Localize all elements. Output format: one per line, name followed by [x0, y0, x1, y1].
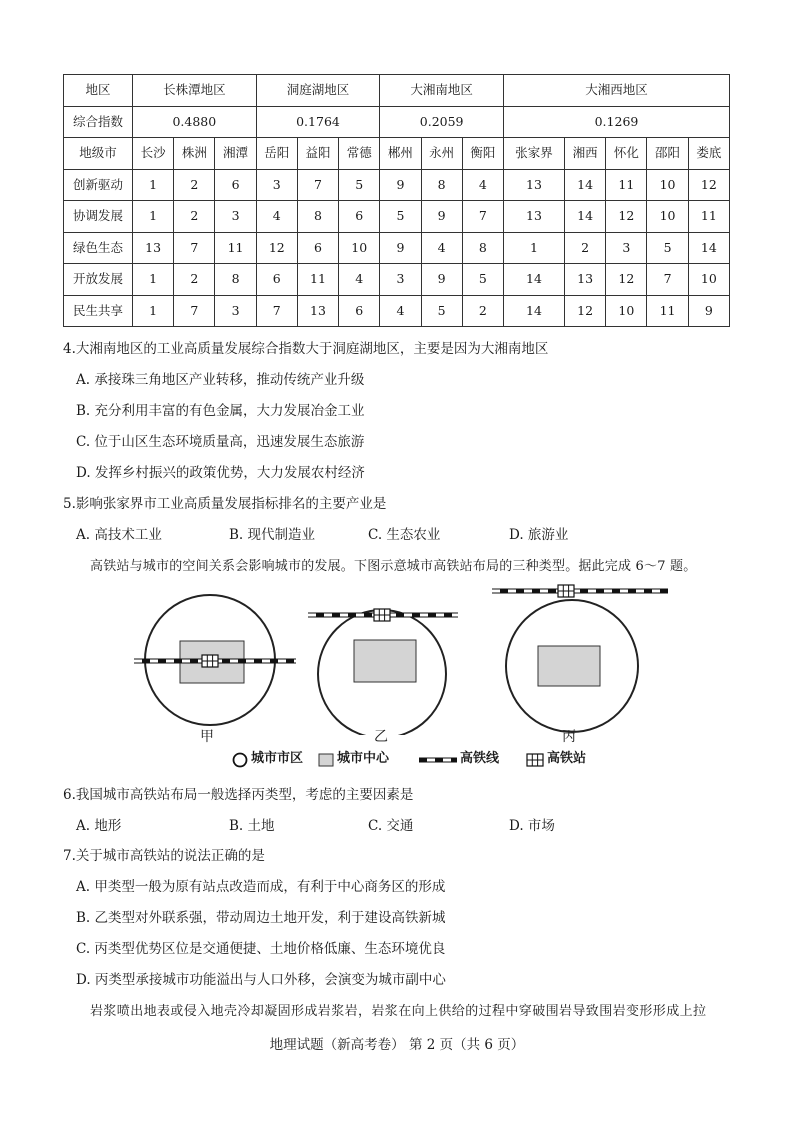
index-cell: 0.4880 — [133, 106, 257, 138]
rank-cell: 12 — [565, 295, 606, 327]
rank-cell: 1 — [503, 232, 564, 264]
index-cell: 0.1269 — [503, 106, 729, 138]
rank-cell: 14 — [503, 264, 564, 296]
rank-cell: 2 — [565, 232, 606, 264]
rank-cell: 1 — [133, 201, 174, 233]
question-6-option-c[interactable]: C. 交通 — [368, 818, 414, 834]
question-6-stem: 6.我国城市高铁站布局一般选择丙类型，考虑的主要因素是 — [63, 787, 414, 803]
question-4-option-d[interactable]: D. 发挥乡村振兴的政策优势，大力发展农村经济 — [76, 465, 365, 481]
rank-cell: 4 — [380, 295, 421, 327]
city-cell: 株洲 — [174, 138, 215, 170]
question-7-option-a[interactable]: A. 甲类型一般为原有站点改造而成，有利于中心商务区的形成 — [76, 879, 446, 895]
rank-cell: 1 — [133, 295, 174, 327]
rank-cell: 5 — [421, 295, 462, 327]
region-cell: 洞庭湖地区 — [256, 75, 380, 107]
rank-cell: 11 — [215, 232, 256, 264]
rank-cell: 11 — [297, 264, 338, 296]
rank-cell: 12 — [256, 232, 297, 264]
industry-ranking-table — [63, 74, 730, 327]
indicator-label: 民生共享 — [64, 295, 133, 327]
question-4-option-c[interactable]: C. 位于山区生态环境质量高，迅速发展生态旅游 — [76, 434, 365, 450]
rank-cell: 7 — [647, 264, 688, 296]
rank-cell: 12 — [606, 201, 647, 233]
rank-cell: 4 — [256, 201, 297, 233]
rank-cell: 5 — [462, 264, 503, 296]
question-4-option-a[interactable]: A. 承接珠三角地区产业转移，推动传统产业升级 — [76, 372, 365, 388]
figure-label-yi: 乙 — [374, 729, 388, 745]
station-icon — [558, 585, 574, 597]
rank-cell: 6 — [339, 295, 380, 327]
legend-urban-area: 城市市区 — [251, 751, 304, 766]
question-7-stem: 7.关于城市高铁站的说法正确的是 — [63, 848, 265, 864]
rank-cell: 14 — [565, 169, 606, 201]
rank-cell: 4 — [421, 232, 462, 264]
rank-cell: 5 — [339, 169, 380, 201]
rank-cell: 7 — [297, 169, 338, 201]
question-6-option-a[interactable]: A. 地形 — [76, 818, 122, 834]
question-5-option-c[interactable]: C. 生态农业 — [368, 527, 441, 543]
region-cell: 大湘南地区 — [380, 75, 504, 107]
index-cell: 0.2059 — [380, 106, 504, 138]
rank-cell: 1 — [133, 169, 174, 201]
rank-cell: 5 — [647, 232, 688, 264]
legend-rail-line: 高铁线 — [460, 751, 500, 766]
city-center-rect — [354, 640, 416, 682]
question-4-option-b[interactable]: B. 充分利用丰富的有色金属，大力发展冶金工业 — [76, 403, 365, 419]
rank-cell: 10 — [688, 264, 729, 296]
type-bing-diagram — [492, 585, 668, 732]
rank-cell: 3 — [215, 295, 256, 327]
rank-cell: 2 — [174, 169, 215, 201]
rank-cell: 9 — [421, 201, 462, 233]
legend-station: 高铁站 — [547, 751, 587, 766]
rank-cell: 13 — [133, 232, 174, 264]
region-cell: 长株潭地区 — [133, 75, 257, 107]
rank-cell: 10 — [647, 201, 688, 233]
rank-cell: 9 — [688, 295, 729, 327]
indicator-label: 协调发展 — [64, 201, 133, 233]
city-cell: 长沙 — [133, 138, 174, 170]
rank-cell: 7 — [462, 201, 503, 233]
legend-city-center: 城市中心 — [337, 751, 390, 766]
intro-6-7: 高铁站与城市的空间关系会影响城市的发展。下图示意城市高铁站布局的三种类型。据此完成 6～7 题。 — [90, 559, 697, 574]
type-yi-diagram — [308, 609, 458, 735]
table-row-cities — [64, 138, 730, 170]
question-5-option-d[interactable]: D. 旅游业 — [509, 527, 569, 543]
table-row-regions — [64, 75, 730, 107]
question-5-option-b[interactable]: B. 现代制造业 — [229, 527, 316, 543]
rank-cell: 14 — [565, 201, 606, 233]
indicator-label: 创新驱动 — [64, 169, 133, 201]
rank-cell: 6 — [297, 232, 338, 264]
question-4-stem: 4.大湘南地区的工业高质量发展综合指数大于洞庭湖地区，主要是因为大湘南地区 — [63, 341, 549, 357]
rank-cell: 10 — [339, 232, 380, 264]
city-cell: 邵阳 — [647, 138, 688, 170]
rank-cell: 9 — [421, 264, 462, 296]
rank-cell: 13 — [297, 295, 338, 327]
figure-label-jia: 甲 — [200, 729, 214, 745]
legend-urban-area-icon — [232, 752, 248, 768]
table-row — [64, 169, 730, 201]
table-row-index — [64, 106, 730, 138]
city-cell: 益阳 — [297, 138, 338, 170]
question-5-option-a[interactable]: A. 高技术工业 — [76, 527, 162, 543]
city-cell: 张家界 — [503, 138, 564, 170]
legend-rail-line-icon — [418, 754, 458, 766]
page-footer: 地理试题（新高考卷） 第 2 页（共 6 页） — [269, 1037, 525, 1053]
station-layout-figure — [120, 580, 680, 735]
question-5-stem: 5.影响张家界市工业高质量发展指标排名的主要产业是 — [63, 496, 387, 512]
intro-next-question: 岩浆喷出地表或侵入地壳冷却凝固形成岩浆岩，岩浆在向上供给的过程中穿破围岩导致围岩变形形成上拉 — [90, 1004, 707, 1019]
rank-cell: 13 — [565, 264, 606, 296]
rank-cell: 11 — [688, 201, 729, 233]
rank-cell: 3 — [380, 264, 421, 296]
legend-city-center-icon — [318, 753, 334, 767]
table-row — [64, 264, 730, 296]
legend-station-icon — [526, 753, 544, 767]
rank-cell: 11 — [606, 169, 647, 201]
city-cell: 永州 — [421, 138, 462, 170]
rank-cell: 5 — [380, 201, 421, 233]
city-cell: 湘西 — [565, 138, 606, 170]
rank-cell: 11 — [647, 295, 688, 327]
rank-cell: 7 — [256, 295, 297, 327]
table-row — [64, 232, 730, 264]
city-cell: 岳阳 — [256, 138, 297, 170]
index-header-cell: 综合指数 — [64, 106, 133, 138]
index-cell: 0.1764 — [256, 106, 380, 138]
rank-cell: 14 — [688, 232, 729, 264]
rank-cell: 10 — [647, 169, 688, 201]
rank-cell: 3 — [215, 201, 256, 233]
rank-cell: 2 — [174, 201, 215, 233]
indicator-label: 开放发展 — [64, 264, 133, 296]
city-cell: 娄底 — [688, 138, 729, 170]
rank-cell: 7 — [174, 295, 215, 327]
city-header-cell: 地级市 — [64, 138, 133, 170]
question-6-option-d[interactable]: D. 市场 — [509, 818, 555, 834]
rank-cell: 6 — [256, 264, 297, 296]
question-7-option-c[interactable]: C. 丙类型优势区位是交通便捷、土地价格低廉、生态环境优良 — [76, 941, 446, 957]
table-row — [64, 201, 730, 233]
type-jia-diagram — [134, 595, 296, 725]
question-6-option-b[interactable]: B. 土地 — [229, 818, 275, 834]
question-7-option-b[interactable]: B. 乙类型对外联系强，带动周边土地开发，利于建设高铁新城 — [76, 910, 446, 926]
city-cell: 郴州 — [380, 138, 421, 170]
indicator-label: 绿色生态 — [64, 232, 133, 264]
rank-cell: 1 — [133, 264, 174, 296]
rank-cell: 8 — [215, 264, 256, 296]
rank-cell: 4 — [462, 169, 503, 201]
city-center-rect — [538, 646, 600, 686]
figure-label-bing: 丙 — [562, 729, 576, 745]
rank-cell: 6 — [215, 169, 256, 201]
rank-cell: 8 — [297, 201, 338, 233]
city-cell: 常德 — [339, 138, 380, 170]
station-icon — [374, 609, 390, 621]
rank-cell: 12 — [606, 264, 647, 296]
city-cell: 怀化 — [606, 138, 647, 170]
station-icon — [202, 655, 218, 667]
rank-cell: 6 — [339, 201, 380, 233]
rank-cell: 4 — [339, 264, 380, 296]
rank-cell: 2 — [174, 264, 215, 296]
region-header-cell: 地区 — [64, 75, 133, 107]
table-row — [64, 295, 730, 327]
rank-cell: 9 — [380, 169, 421, 201]
rank-cell: 7 — [174, 232, 215, 264]
city-cell: 衡阳 — [462, 138, 503, 170]
rank-cell: 13 — [503, 169, 564, 201]
city-cell: 湘潭 — [215, 138, 256, 170]
question-7-option-d[interactable]: D. 丙类型承接城市功能溢出与人口外移，会演变为城市副中心 — [76, 972, 446, 988]
rank-cell: 9 — [380, 232, 421, 264]
rank-cell: 14 — [503, 295, 564, 327]
rank-cell: 10 — [606, 295, 647, 327]
rank-cell: 13 — [503, 201, 564, 233]
rank-cell: 8 — [462, 232, 503, 264]
rank-cell: 3 — [256, 169, 297, 201]
rank-cell: 2 — [462, 295, 503, 327]
rank-cell: 3 — [606, 232, 647, 264]
rank-cell: 8 — [421, 169, 462, 201]
region-cell: 大湘西地区 — [503, 75, 729, 107]
rank-cell: 12 — [688, 169, 729, 201]
